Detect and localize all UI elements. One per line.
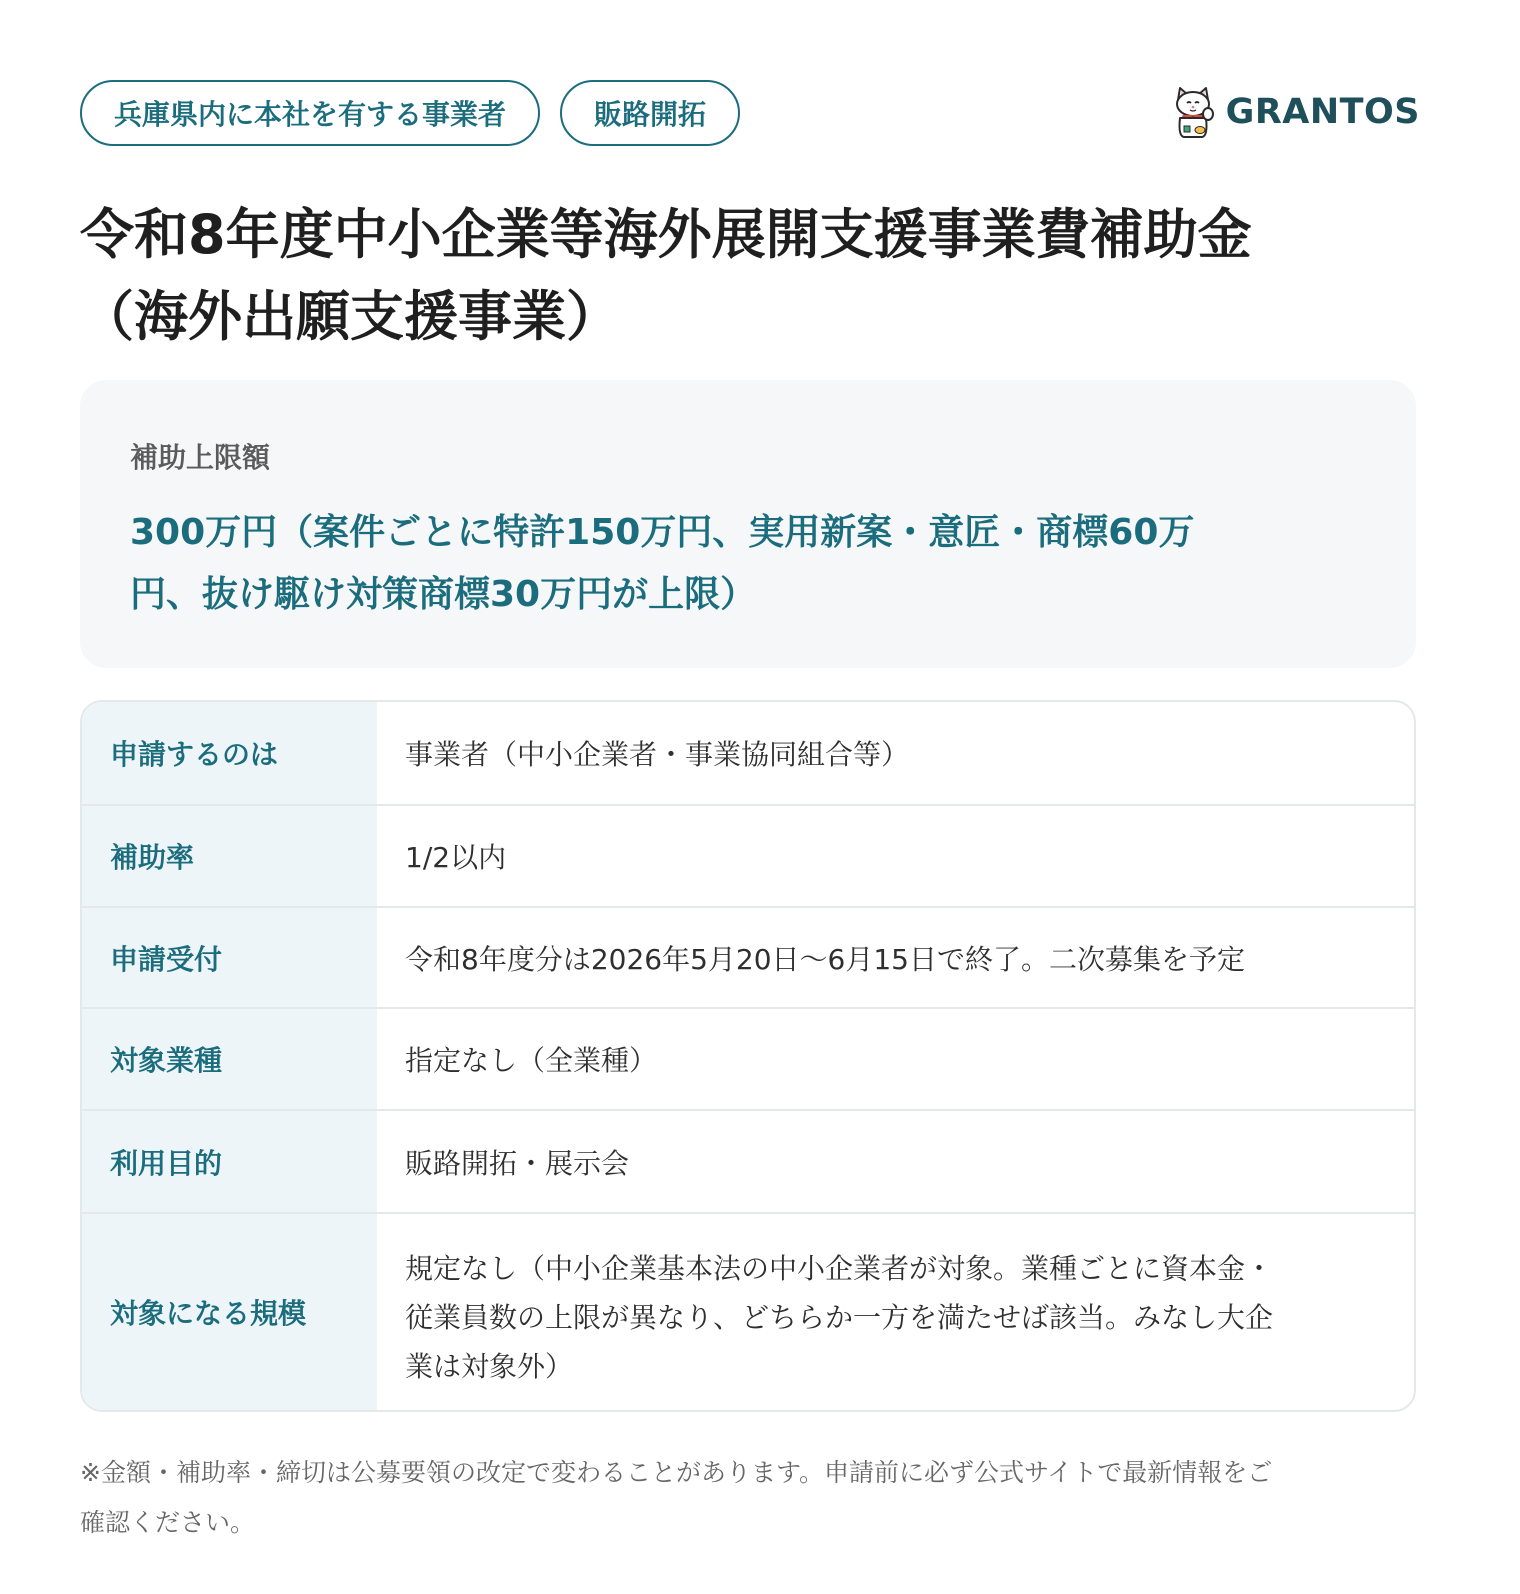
- row-value: [377, 1214, 1414, 1410]
- row-value: 指定なし（全業種）: [405, 1044, 658, 1077]
- row-value: 令和8年度分は2026年5月20日〜6月15日で終了。二次募集を予定: [405, 942, 1245, 976]
- row-label: 対象業種: [82, 1009, 377, 1109]
- table-row-application-period: [82, 908, 1414, 1009]
- row-value: 1/2以内: [405, 841, 507, 874]
- row-label: 対象になる規模: [82, 1214, 377, 1410]
- disclaimer-note: [80, 1448, 1440, 1548]
- subsidy-limit-value: [130, 502, 1366, 626]
- row-value-line: 業は対象外）: [405, 1350, 574, 1383]
- table-row-rate: [82, 806, 1414, 908]
- page-title-line-2: （海外出願支援事業）: [80, 285, 620, 348]
- row-value-line: 規定なし（中小企業基本法の中小企業者が対象。業種ごとに資本金・: [405, 1252, 1274, 1285]
- row-label: 申請受付: [82, 908, 377, 1007]
- brand-name: GRANTOS: [1225, 92, 1420, 132]
- tag-region[interactable]: 兵庫県内に本社を有する事業者: [80, 80, 540, 146]
- row-value-line: 従業員数の上限が異なり、どちらか一方を満たせば該当。みなし大企: [405, 1301, 1274, 1334]
- maneki-neko-cat-icon: [1170, 84, 1216, 140]
- row-value: 販路開拓・展示会: [405, 1146, 630, 1180]
- row-value: 事業者（中小企業者・事業協同組合等）: [405, 738, 910, 771]
- subsidy-limit-label: 補助上限額: [130, 441, 271, 474]
- subsidy-limit-card: [80, 380, 1416, 668]
- row-label: 利用目的: [82, 1111, 377, 1212]
- row-label: 補助率: [82, 806, 377, 906]
- table-row-scale: [82, 1214, 1414, 1410]
- tag-purpose[interactable]: 販路開拓: [560, 80, 740, 146]
- subsidy-info-table: [80, 700, 1416, 1412]
- page-title-line-1: 令和8年度中小企業等海外展開支援事業費補助金: [80, 203, 1252, 266]
- table-row-purpose: [82, 1111, 1414, 1214]
- disclaimer-line-2: 確認ください。: [80, 1508, 256, 1537]
- row-label: 申請するのは: [82, 702, 377, 804]
- disclaimer-line-1: ※金額・補助率・締切は公募要領の改定で変わることがあります。申請前に必ず公式サイトで最新情報をご: [80, 1458, 1273, 1487]
- subsidy-limit-value-line-2: 円、抜け駆け対策商標30万円が上限）: [130, 574, 757, 615]
- brand-logo[interactable]: [1170, 84, 1420, 140]
- page-title: [80, 194, 1450, 358]
- table-row-industry: [82, 1009, 1414, 1111]
- table-row-applicant: [82, 702, 1414, 806]
- tag-list: [80, 80, 740, 146]
- subsidy-limit-value-line-1: 300万円（案件ごとに特許150万円、実用新案・意匠・商標60万: [130, 512, 1195, 553]
